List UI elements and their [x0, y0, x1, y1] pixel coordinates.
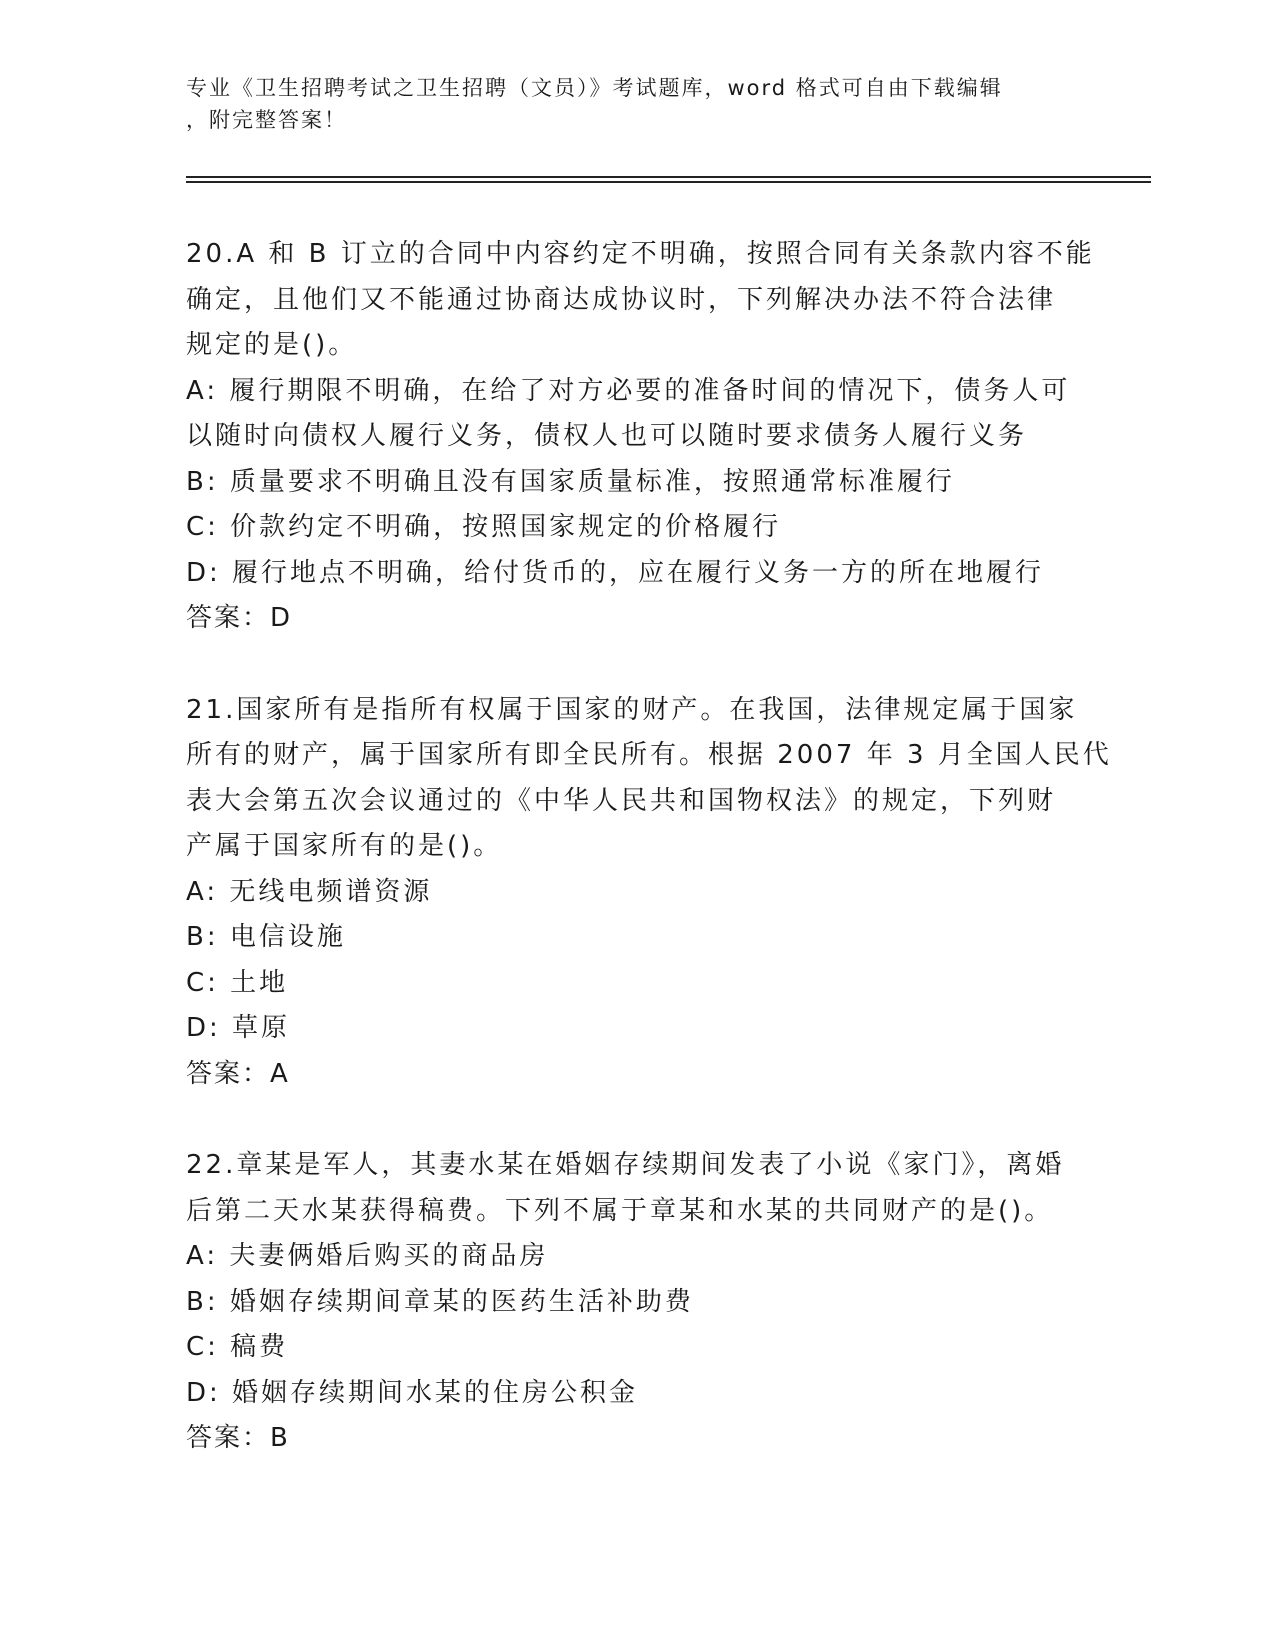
- question-20: [186, 232, 1095, 642]
- question-text: 规定的是()。: [186, 330, 358, 360]
- header-divider: [186, 176, 1151, 183]
- option-b: B: 婚姻存续期间章某的医药生活补助费: [186, 1286, 694, 1317]
- option-b: B: 质量要求不明确且没有国家质量标准，按照通常标准履行: [186, 466, 955, 497]
- option-b: B: 电信设施: [186, 922, 346, 952]
- question-list: [186, 232, 1112, 1508]
- question-text: 后第二天水某获得稿费。下列不属于章某和水某的共同财产的是()。: [186, 1195, 1054, 1226]
- question-text: 20.A 和 B 订立的合同中内容约定不明确，按照合同有关条款内容不能: [186, 239, 1095, 269]
- option-d: D: 婚姻存续期间水某的住房公积金: [186, 1377, 639, 1408]
- question-text: 22.章某是军人，其妻水某在婚姻存续期间发表了小说《家门》，离婚: [186, 1150, 1065, 1180]
- question-text: 表大会第五次会议通过的《中华人民共和国物权法》的规定，下列财: [186, 785, 1057, 816]
- option-d: D: 履行地点不明确，给付货币的，应在履行义务一方的所在地履行: [186, 557, 1045, 588]
- option-c: C: 土地: [186, 967, 289, 998]
- answer-line: 答案：D: [186, 603, 293, 633]
- option-a: A: 无线电频谱资源: [186, 876, 433, 907]
- option-a-continued: 以随时向债权人履行义务，债权人也可以随时要求债务人履行义务: [186, 421, 1028, 451]
- option-a: A: 夫妻俩婚后购买的商品房: [186, 1241, 549, 1271]
- option-c: C: 价款约定不明确，按照国家规定的价格履行: [186, 512, 782, 542]
- question-text: 21.国家所有是指所有权属于国家的财产。在我国，法律规定属于国家: [186, 694, 1078, 725]
- question-21: [186, 688, 1112, 1098]
- question-text: 确定，且他们又不能通过协商达成协议时，下列解决办法不符合法律: [186, 284, 1057, 315]
- header-line: 专业《卫生招聘考试之卫生招聘（文员）》考试题库，word 格式可自由下载编辑: [186, 76, 1003, 100]
- answer-line: 答案：A: [186, 1058, 290, 1089]
- question-text: 所有的财产，属于国家所有即全民所有。根据 2007 年 3 月全国人民代: [186, 740, 1112, 770]
- option-a: A: 履行期限不明确，在给了对方必要的准备时间的情况下，债务人可: [186, 375, 1071, 406]
- option-d: D: 草原: [186, 1013, 291, 1043]
- question-22: [186, 1143, 1086, 1462]
- header-line: ，附完整答案！: [186, 108, 347, 132]
- answer-line: 答案：B: [186, 1423, 290, 1453]
- document-header: [186, 72, 1076, 136]
- option-c: C: 稿费: [186, 1332, 289, 1362]
- question-text: 产属于国家所有的是()。: [186, 831, 503, 861]
